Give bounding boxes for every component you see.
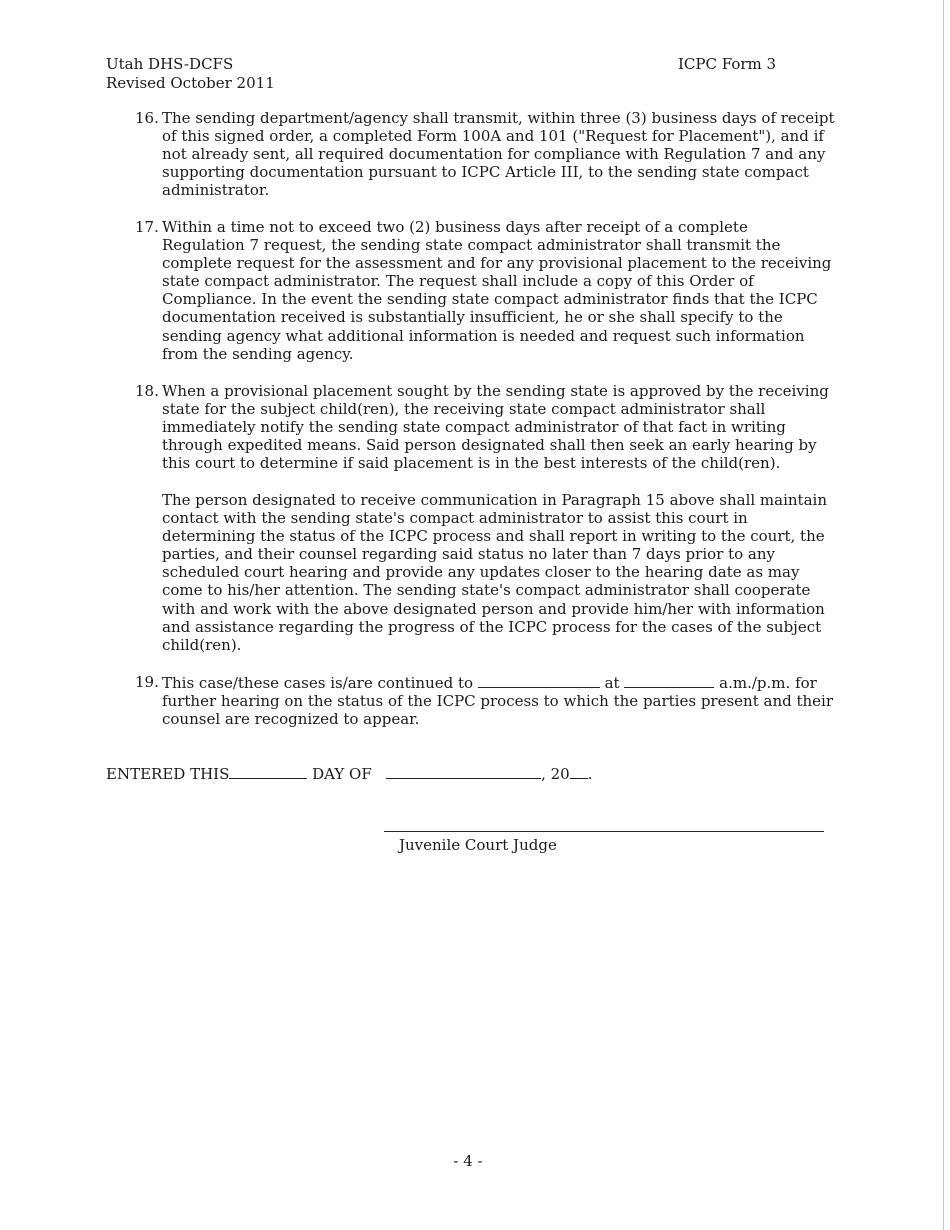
day-of-label: DAY OF bbox=[312, 765, 372, 783]
ampm-label: a.m./p.m. bbox=[719, 674, 791, 692]
at-label: at bbox=[604, 674, 620, 692]
item-19 bbox=[135, 673, 835, 728]
entered-day-blank[interactable] bbox=[229, 764, 307, 779]
signature-line[interactable] bbox=[384, 831, 824, 832]
page-number: - 4 - bbox=[453, 1152, 483, 1170]
item-number: 16. bbox=[135, 109, 159, 127]
header-left bbox=[106, 55, 275, 93]
item-number: 19. bbox=[135, 673, 159, 691]
page-edge-line bbox=[943, 0, 944, 1230]
period-label: . bbox=[587, 765, 593, 783]
entered-year-blank[interactable] bbox=[570, 764, 588, 779]
item-16 bbox=[135, 109, 835, 199]
agency-name: Utah DHS-DCFS bbox=[106, 55, 234, 73]
item-text: When a provisional placement sought by the sending state is approved by the receiving state for the subject child(ren), the receiving state compact administrator shall immediately notify the sending state compact administrator of that fact in writing through expedited means. Said person designated shall then seek an early hearing by this court to determine if said placement is in the best interests of the child(ren). bbox=[162, 382, 829, 473]
year-prefix-label: , 20 bbox=[541, 765, 570, 783]
item-number: 18. bbox=[135, 382, 159, 400]
continued-time-blank[interactable] bbox=[624, 673, 714, 688]
item-17 bbox=[135, 218, 835, 363]
entered-month-blank[interactable] bbox=[386, 764, 541, 779]
item-text: Within a time not to exceed two (2) business days after receipt of a complete Regulation 7 request, the sending state compact administrator shall transmit the complete request for the assessment and for any provisional placement to the receiving state compact administrator. The request shall include a copy of this Order of Compliance. In the event the sending state compact administrator finds that the ICPC documentation received is substantially insufficient, he or she shall specify to the sending agency what additional information is needed and request such information from the sending agency. bbox=[162, 218, 832, 363]
continued-date-blank[interactable] bbox=[478, 673, 600, 688]
item-text bbox=[162, 673, 835, 728]
item-18 bbox=[135, 382, 835, 472]
signature-label: Juvenile Court Judge bbox=[399, 836, 557, 854]
revision-date: Revised October 2011 bbox=[106, 74, 275, 92]
page-footer bbox=[0, 1152, 950, 1171]
entered-line bbox=[106, 764, 593, 784]
entered-this-label: ENTERED THIS bbox=[106, 765, 230, 783]
item-18-continuation: The person designated to receive communication in Paragraph 15 above shall maintain contact with the sending state's compact administrator to assist this court in determining the status of the ICPC process and shall report in writing to the court, the parties, and their counsel regarding said status no later than 7 days prior to any scheduled court hearing and provide any updates closer to the hearing date as may come to his/her attention. The sending state's compact administrator shall cooperate with and work with the above designated person and provide him/her with information and assistance regarding the progress of the ICPC process for the cases of the subject child(ren). bbox=[162, 491, 827, 654]
item-text: The sending department/agency shall transmit, within three (3) business days of receipt of this signed order, a completed Form 100A and 101 ("Request for Placement"), and if not already sent, all required documentation for compliance with Regulation 7 and any supporting documentation pursuant to ICPC Article III, to the sending state compact administrator. bbox=[162, 109, 835, 200]
continued-label: This case/these cases is/are continued to bbox=[162, 674, 474, 692]
form-name: ICPC Form 3 bbox=[678, 55, 777, 73]
item-number: 17. bbox=[135, 218, 159, 236]
further-hearing-text: for further hearing on the status of the ICPC process to which the parties present and their counsel are recognized to appear. bbox=[162, 674, 834, 729]
